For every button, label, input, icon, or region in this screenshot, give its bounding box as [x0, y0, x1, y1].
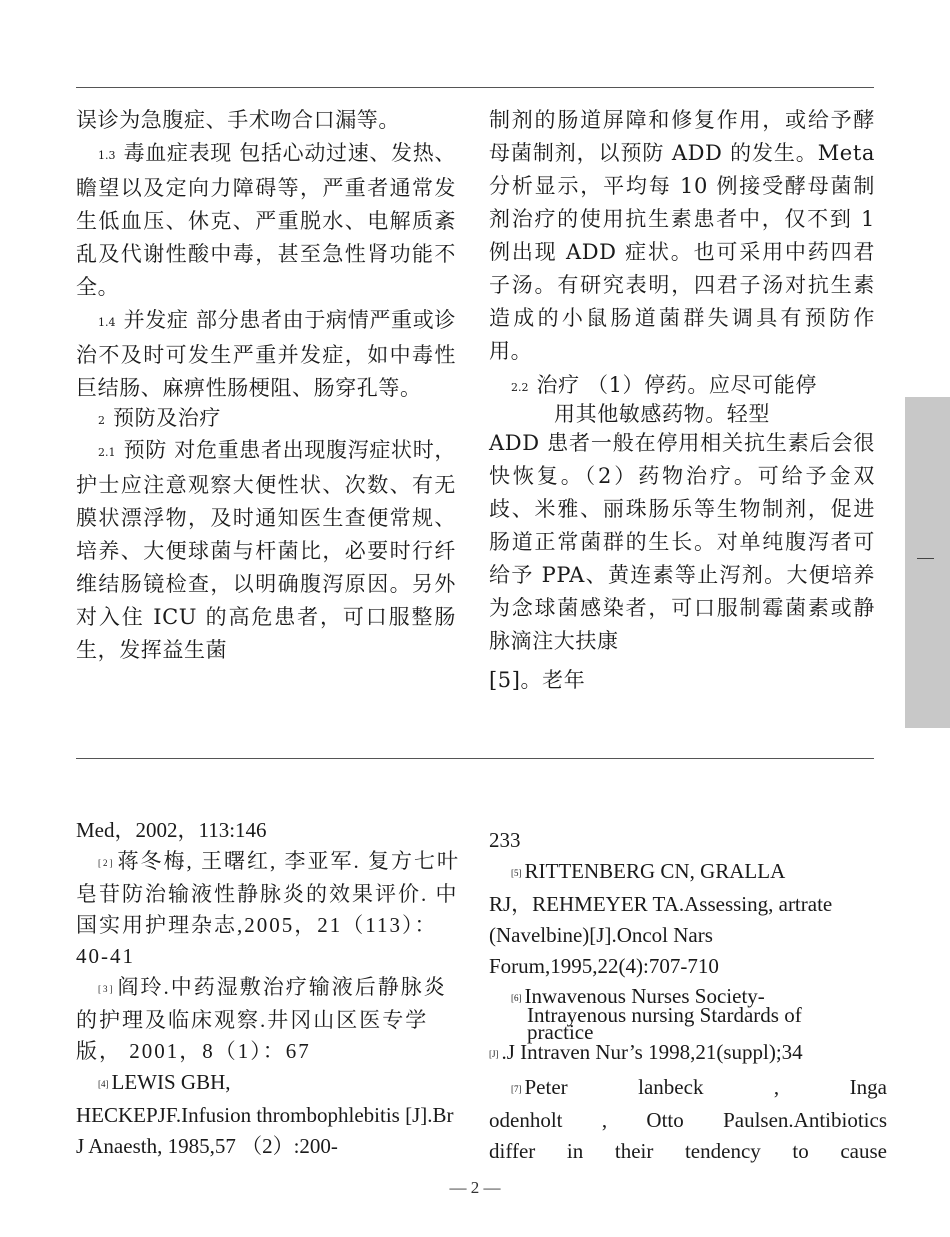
text-line: 误诊为急腹症、手术吻合口漏等。 [76, 108, 400, 132]
paragraph: ADD 患者一般在停用相关抗生素后会很快恢复。（2）药物治疗。可给予金双歧、米雅、丽珠肠乐等生物制剂，促进肠道正常菌群的生长。对单纯腹泻者可给予 PPA、黄连素等止泻剂。大便培养为念球菌感染者，可口服制霉菌素或静脉滴注大扶康 [489, 431, 875, 653]
top-rule [76, 87, 874, 88]
section-1-3: 1.3 毒血症表现 包括心动过速、发热、瞻望以及定向力障碍等，严重者通常发生低血压、休克、严重脱水、电解质紊乱及代谢性酸中毒，甚至急性肾功能不全。 [76, 141, 456, 299]
references-right [489, 825, 887, 1167]
section-1-4: 1.4 并发症 部分患者由于病情严重或诊治不及时可发生严重并发症，如中毒性巨结肠、麻痹性肠梗阻、肠穿孔等。 [76, 308, 456, 400]
section-2-heading: 2 预防及治疗 [98, 406, 221, 430]
side-tab [905, 397, 950, 728]
reference-continuation: Med，2002，113:146 [76, 818, 267, 842]
middle-rule [76, 758, 874, 759]
paragraph: 制剂的肠道屏障和修复作用，或给予酵母菌制剂，以预防 ADD 的发生。Meta 分析显示，平均每 10 例接受酵母菌制剂治疗的使用抗生素患者中，仅不到 1 例出现 ADD 症状。也可采用中药四君子汤。有研究表明，四君子汤对抗生素造成的小鼠肠道菌群失调具有预防作用。 [489, 108, 875, 363]
reference-2: [2] 蒋冬梅, 王曙红, 李亚军. 复方七叶皂苷防治输液性静脉炎的效果评价. 中国实用护理杂志,2005，21（113）：40-41 [76, 849, 460, 968]
reference-5: [5] RITTENBERG CN, GRALLA RJ，REHMEYER TA.Assessing, artrate (Navelbine)[J].Oncol Nars Forum,1995,22(4):707-710 [489, 859, 833, 978]
section-2-1: 2.1 预防 对危重患者出现腹泻症状时，护士应注意观察大便性状、次数、有无膜状漂浮物，及时通知医生查便常规、培养、大便球菌与杆菌比，必要时行纤维结肠镜检查，以明确腹泻原因。另外对入住 ICU 的高危患者，可口服整肠生，发挥益生菌 [76, 438, 456, 662]
reference-6: [6] Inwavenous Nurses Society- Intrayenous nursing Stardards of practice [511, 984, 802, 1044]
reference-continuation: 233 [489, 828, 521, 852]
upper-right-column [489, 104, 875, 697]
reference-4: [4] LEWIS GBH, HECKEPJF.Infusion thrombophlebitis [J].Br J Anaesth, 1985,57 （2）:200- [76, 1070, 454, 1158]
section-2-2: 2.2 治疗 （1）停药。应尽可能停 用其他敏感药物。轻型 [511, 373, 817, 426]
paragraph: [5]。老年 [489, 668, 586, 692]
reference-7-line-2: odenholt , Otto Paulsen.Antibiotics [489, 1108, 887, 1132]
upper-left-column [76, 104, 456, 667]
references-left [76, 815, 460, 1162]
page-number: — 2 — [449, 1178, 501, 1197]
reference-7-line-1: [7] Peter lanbeck , Inga [511, 1075, 887, 1099]
reference-7-line-3: differ in their tendency to cause [489, 1139, 887, 1163]
reference-3: [3] 阎玲.中药湿敷治疗输液后静脉炎的护理及临床观察.井冈山区医专学版， 2001，8（1）：67 [76, 975, 447, 1063]
side-tab-mark [917, 558, 934, 559]
reference-6-cont: [J] .J Intraven Nur’s 1998,21(suppl);34 [489, 1040, 803, 1064]
